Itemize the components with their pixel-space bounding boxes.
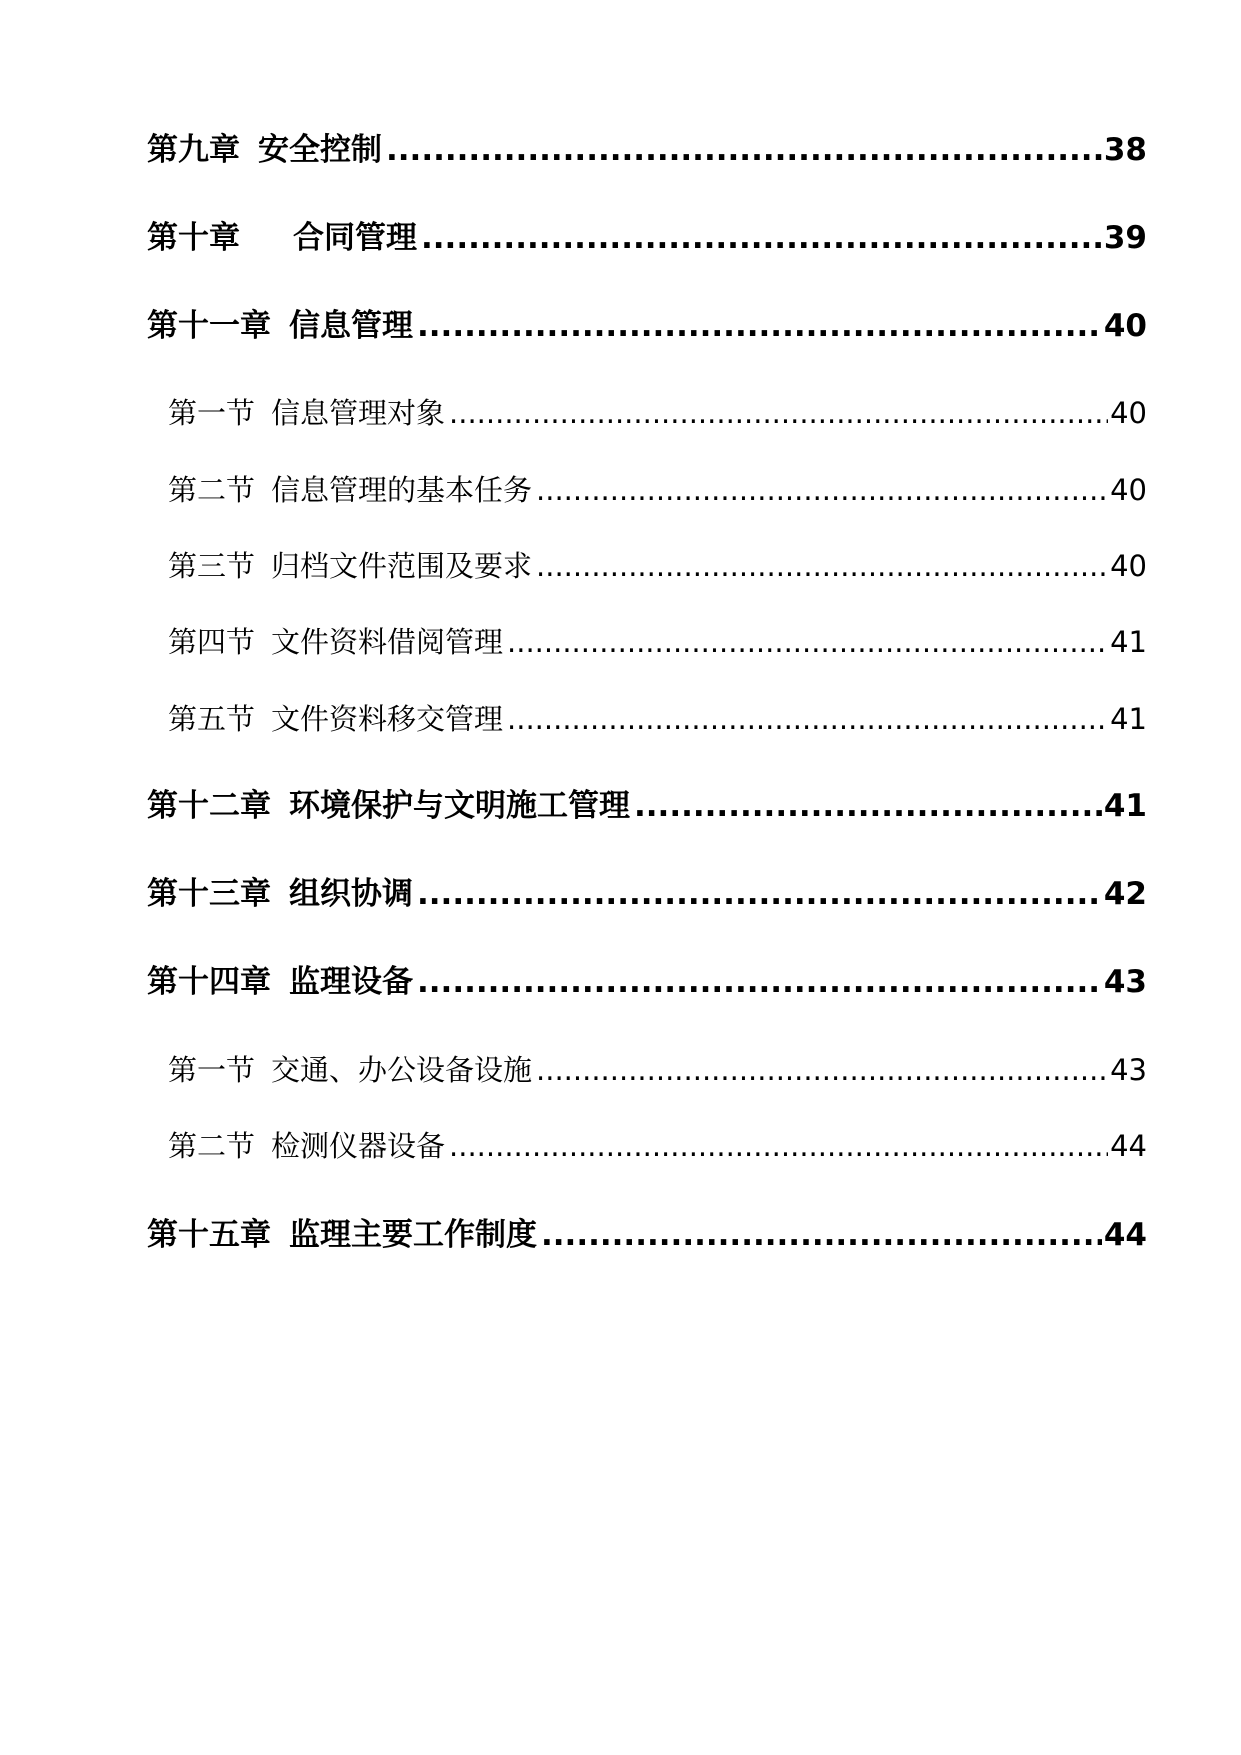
toc-entry-chapter-13[interactable] (147, 872, 1147, 916)
dot-leader (386, 128, 1102, 172)
toc-entry-section-11-2[interactable] (168, 468, 1147, 512)
entry-page-number: 44 (1110, 1129, 1147, 1163)
entry-number: 第九章 (147, 132, 240, 168)
entry-page-number: 40 (1103, 308, 1147, 344)
entry-number: 第二节 (168, 1129, 256, 1163)
entry-title: 安全控制 (258, 132, 382, 168)
entry-title: 检测仪器设备 (271, 1129, 446, 1163)
dot-leader (417, 304, 1102, 348)
toc-entry-section-11-4[interactable] (168, 620, 1147, 664)
toc-entry-chapter-11[interactable] (147, 304, 1147, 348)
entry-title: 组织协调 (289, 876, 413, 912)
dot-leader (421, 216, 1102, 260)
entry-number: 第十三章 (147, 876, 271, 912)
toc-entry-section-14-2[interactable] (168, 1124, 1147, 1168)
entry-page-number: 40 (1110, 549, 1147, 583)
toc-entry-section-11-5[interactable] (168, 697, 1147, 741)
entry-number: 第一节 (168, 396, 256, 430)
entry-title: 文件资料借阅管理 (271, 625, 504, 659)
entry-number: 第十章 (147, 220, 240, 256)
entry-page-number: 38 (1103, 132, 1147, 168)
dot-leader (449, 391, 1108, 435)
entry-page-number: 40 (1110, 473, 1147, 507)
dot-leader (536, 1048, 1108, 1092)
entry-number: 第十五章 (147, 1217, 271, 1253)
entry-page-number: 44 (1103, 1217, 1147, 1253)
entry-title: 信息管理的基本任务 (271, 473, 533, 507)
dot-leader (417, 872, 1102, 916)
entry-title: 监理主要工作制度 (289, 1217, 537, 1253)
entry-title: 监理设备 (289, 964, 413, 1000)
entry-page-number: 41 (1103, 788, 1147, 824)
entry-page-number: 42 (1103, 876, 1147, 912)
dot-leader (507, 697, 1108, 741)
entry-page-number: 41 (1110, 625, 1147, 659)
toc-entry-chapter-14[interactable] (147, 960, 1147, 1004)
entry-title: 文件资料移交管理 (271, 702, 504, 736)
entry-title: 归档文件范围及要求 (271, 549, 533, 583)
entry-page-number: 40 (1110, 396, 1147, 430)
entry-number: 第十一章 (147, 308, 271, 344)
toc-entry-section-11-1[interactable] (168, 391, 1147, 435)
toc-entry-section-14-1[interactable] (168, 1048, 1147, 1092)
dot-leader (634, 784, 1102, 828)
dot-leader (507, 620, 1108, 664)
dot-leader (417, 960, 1102, 1004)
entry-title: 信息管理 (289, 308, 413, 344)
toc-entry-chapter-10[interactable] (147, 216, 1147, 260)
entry-page-number: 41 (1110, 702, 1147, 736)
entry-page-number: 39 (1103, 220, 1147, 256)
toc-entry-chapter-12[interactable] (147, 784, 1147, 828)
entry-page-number: 43 (1103, 964, 1147, 1000)
entry-title: 交通、办公设备设施 (271, 1053, 533, 1087)
entry-number: 第一节 (168, 1053, 256, 1087)
dot-leader (536, 544, 1108, 588)
entry-number: 第十二章 (147, 788, 271, 824)
entry-number: 第十四章 (147, 964, 271, 1000)
entry-page-number: 43 (1110, 1053, 1147, 1087)
dot-leader (541, 1213, 1102, 1257)
dot-leader (449, 1124, 1108, 1168)
entry-number: 第三节 (168, 549, 256, 583)
toc-entry-chapter-9[interactable] (147, 128, 1147, 172)
entry-number: 第五节 (168, 702, 256, 736)
dot-leader (536, 468, 1108, 512)
toc-entry-section-11-3[interactable] (168, 544, 1147, 588)
entry-number: 第二节 (168, 473, 256, 507)
entry-title: 合同管理 (293, 220, 417, 256)
entry-number: 第四节 (168, 625, 256, 659)
entry-title: 环境保护与文明施工管理 (289, 788, 630, 824)
entry-title: 信息管理对象 (271, 396, 446, 430)
toc-entry-chapter-15[interactable] (147, 1213, 1147, 1257)
